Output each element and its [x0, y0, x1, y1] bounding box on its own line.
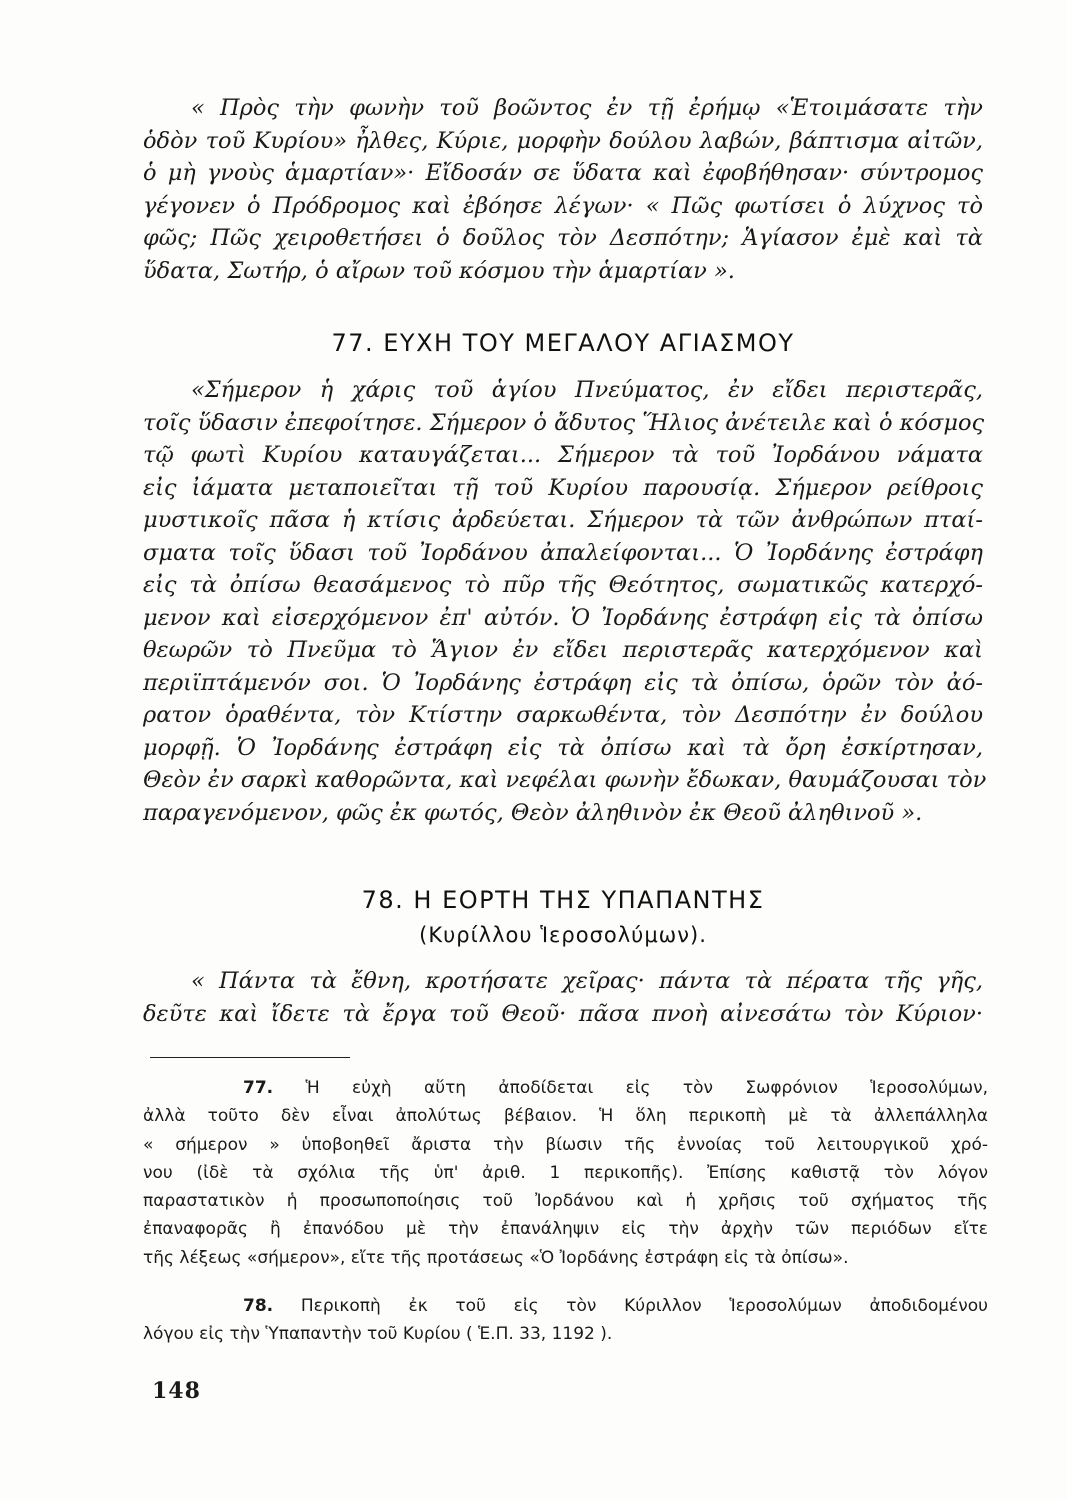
text-line: ὁ μὴ γνοὺς ἁμαρτίαν»· Εἴδοσάν σε ὕδατα καὶ ἐφοβήθησαν· σύντρομος — [143, 160, 983, 186]
footnote-77 — [143, 1074, 988, 1272]
footnote-line: νου (ἰδὲ τὰ σχόλια τῆς ὑπ' ἀριθ. 1 περικοπῆς). Ἐπίσης καθιστᾷ τὸν λόγον — [143, 1162, 988, 1183]
text-line: ὁδὸν τοῦ Κυρίου» ἦλθες, Κύριε, μορφὴν δούλου λαβών, βάπτισμα αἰτῶν, — [143, 127, 983, 154]
text-line: εἰς τὰ ὀπίσω θεασάμενος τὸ πῦρ τῆς Θεότητος, σωματικῶς κατερχό- — [143, 572, 983, 598]
footnote-line: ἀλλὰ τοῦτο δὲν εἶναι ἀπολύτως βέβαιον. Ἡ ὅλη περικοπὴ μὲ τὰ ἀλλεπάλληλα — [143, 1106, 988, 1127]
text-line: περιϊπτάμενόν σοι. Ὁ Ἰορδάνης ἐστράφη εἰς τὰ ὀπίσω, ὁρῶν τὸν ἀό- — [143, 669, 983, 696]
section-78-body — [143, 965, 983, 1030]
footnote-line: λόγου εἰς τὴν Ὑπαπαντὴν τοῦ Κυρίου ( Ἑ.Π. 33, 1192 ). — [143, 1324, 613, 1345]
text-line: ρατον ὁραθέντα, τὸν Κτίστην σαρκωθέντα, τὸν Δεσπότην ἐν δούλου — [143, 702, 983, 728]
footnote-line: τῆς λέξεως «σήμερον», εἴτε τῆς προτάσεως «Ὁ Ἰορδάνης ἐστράφη εἰς τὰ ὀπίσω». — [143, 1247, 849, 1268]
footnote-line — [143, 1292, 988, 1320]
footnote-text: Ἡ εὐχὴ αὕτη ἀποδίδεται εἰς τὸν Σωφρόνιον Ἱεροσολύμων, — [305, 1078, 988, 1098]
text-line: θεωρῶν τὸ Πνεῦμα τὸ Ἅγιον ἐν εἴδει περιστερᾶς κατερχόμενον καὶ — [143, 637, 983, 663]
section-78-subheading: (Κυρίλλου Ἱεροσολύμων). — [419, 923, 707, 947]
page-number: 148 — [152, 1378, 201, 1404]
footnote-text: Περικοπὴ ἐκ τοῦ εἰς τὸν Κύριλλον Ἱεροσολύμων ἀποδιδομένου — [300, 1296, 988, 1316]
footnote-divider — [150, 1057, 350, 1058]
footnote-78 — [143, 1292, 988, 1349]
footnote-number: 77. — [243, 1078, 274, 1098]
text-line: Θεὸν ἐν σαρκὶ καθορῶντα, καὶ νεφέλαι φωνὴν ἔδωκαν, θαυμάζουσαι τὸν — [143, 767, 987, 793]
text-line: μορφῇ. Ὁ Ἰορδάνης ἐστράφη εἰς τὰ ὀπίσω καὶ τὰ ὄρη ἐσκίρτησαν, — [143, 734, 983, 761]
text-line: ὕδατα, Σωτήρ, ὁ αἴρων τοῦ κόσμου τὴν ἁμαρτίαν ». — [143, 257, 735, 284]
text-line: μενον καὶ εἰσερχόμενον ἐπ' αὐτόν. Ὁ Ἰορδάνης ἐστράφη εἰς τὰ ὀπίσω — [143, 604, 983, 631]
text-line: «Σήμερον ἡ χάρις τοῦ ἁγίου Πνεύματος, ἐν εἴδει περιστερᾶς, — [191, 377, 983, 403]
text-line: « Πάντα τὰ ἔθνη, κροτήσατε χεῖρας· πάντα τὰ πέρατα τῆς γῆς, — [191, 968, 983, 994]
footnote-line: « σήμερον » ὑποβοηθεῖ ἄριστα τὴν βίωσιν τῆς ἐννοίας τοῦ λειτουργικοῦ χρό- — [143, 1134, 988, 1155]
text-line: τοῖς ὕδασιν ἐπεφοίτησε. Σήμερον ὁ ἄδυτος Ἥλιος ἀνέτειλε καὶ ὁ κόσμος — [143, 409, 985, 436]
footnote-line — [143, 1074, 988, 1102]
text-line: παραγενόμενον, φῶς ἐκ φωτός, Θεὸν ἀληθινὸν ἐκ Θεοῦ ἀληθινοῦ ». — [143, 799, 923, 826]
text-line: φῶς; Πῶς χειροθετήσει ὁ δοῦλος τὸν Δεσπότην; Ἁγίασον ἐμὲ καὶ τὰ — [143, 225, 983, 251]
section-77-body — [143, 374, 987, 829]
opening-paragraph — [143, 92, 983, 287]
text-line: εἰς ἰάματα μεταποιεῖται τῇ τοῦ Κυρίου παρουσίᾳ. Σήμερον ρείθροις — [143, 474, 983, 501]
section-77-heading: 77. ΕΥΧΗ ΤΟΥ ΜΕΓΑΛΟΥ ΑΓΙΑΣΜΟΥ — [331, 329, 795, 357]
footnote-number: 78. — [243, 1296, 274, 1316]
footnote-line: παραστατικὸν ἡ προσωποποίησις τοῦ Ἰορδάνου καὶ ἡ χρῆσις τοῦ σχήματος τῆς — [143, 1191, 988, 1212]
text-line: τῷ φωτὶ Κυρίου καταυγάζεται... Σήμερον τὰ τοῦ Ἰορδάνου νάματα — [143, 442, 983, 468]
footnote-line: ἐπαναφορᾶς ἢ ἐπανόδου μὲ τὴν ἐπανάληψιν εἰς τὴν ἀρχὴν τῶν περιόδων εἴτε — [143, 1219, 988, 1240]
text-line: δεῦτε καὶ ἴδετε τὰ ἔργα τοῦ Θεοῦ· πᾶσα πνοὴ αἰνεσάτω τὸν Κύριον· — [143, 1000, 983, 1027]
section-78-heading: 78. Η ΕΟΡΤΗ ΤΗΣ ΥΠΑΠΑΝΤΗΣ — [361, 886, 765, 914]
text-line: σματα τοῖς ὕδασι τοῦ Ἰορδάνου ἀπαλείφονται... Ὁ Ἰορδάνης ἐστράφη — [143, 539, 983, 566]
text-line: γέγονεν ὁ Πρόδρομος καὶ ἐβόησε λέγων· « Πῶς φωτίσει ὁ λύχνος τὸ — [143, 192, 983, 219]
text-line: « Πρὸς τὴν φωνὴν τοῦ βοῶντος ἐν τῇ ἐρήμῳ «Ἑτοιμάσατε τὴν — [191, 95, 983, 121]
text-line: μυστικοῖς πᾶσα ἡ κτίσις ἀρδεύεται. Σήμερον τὰ τῶν ἀνθρώπων πταί- — [143, 507, 983, 533]
